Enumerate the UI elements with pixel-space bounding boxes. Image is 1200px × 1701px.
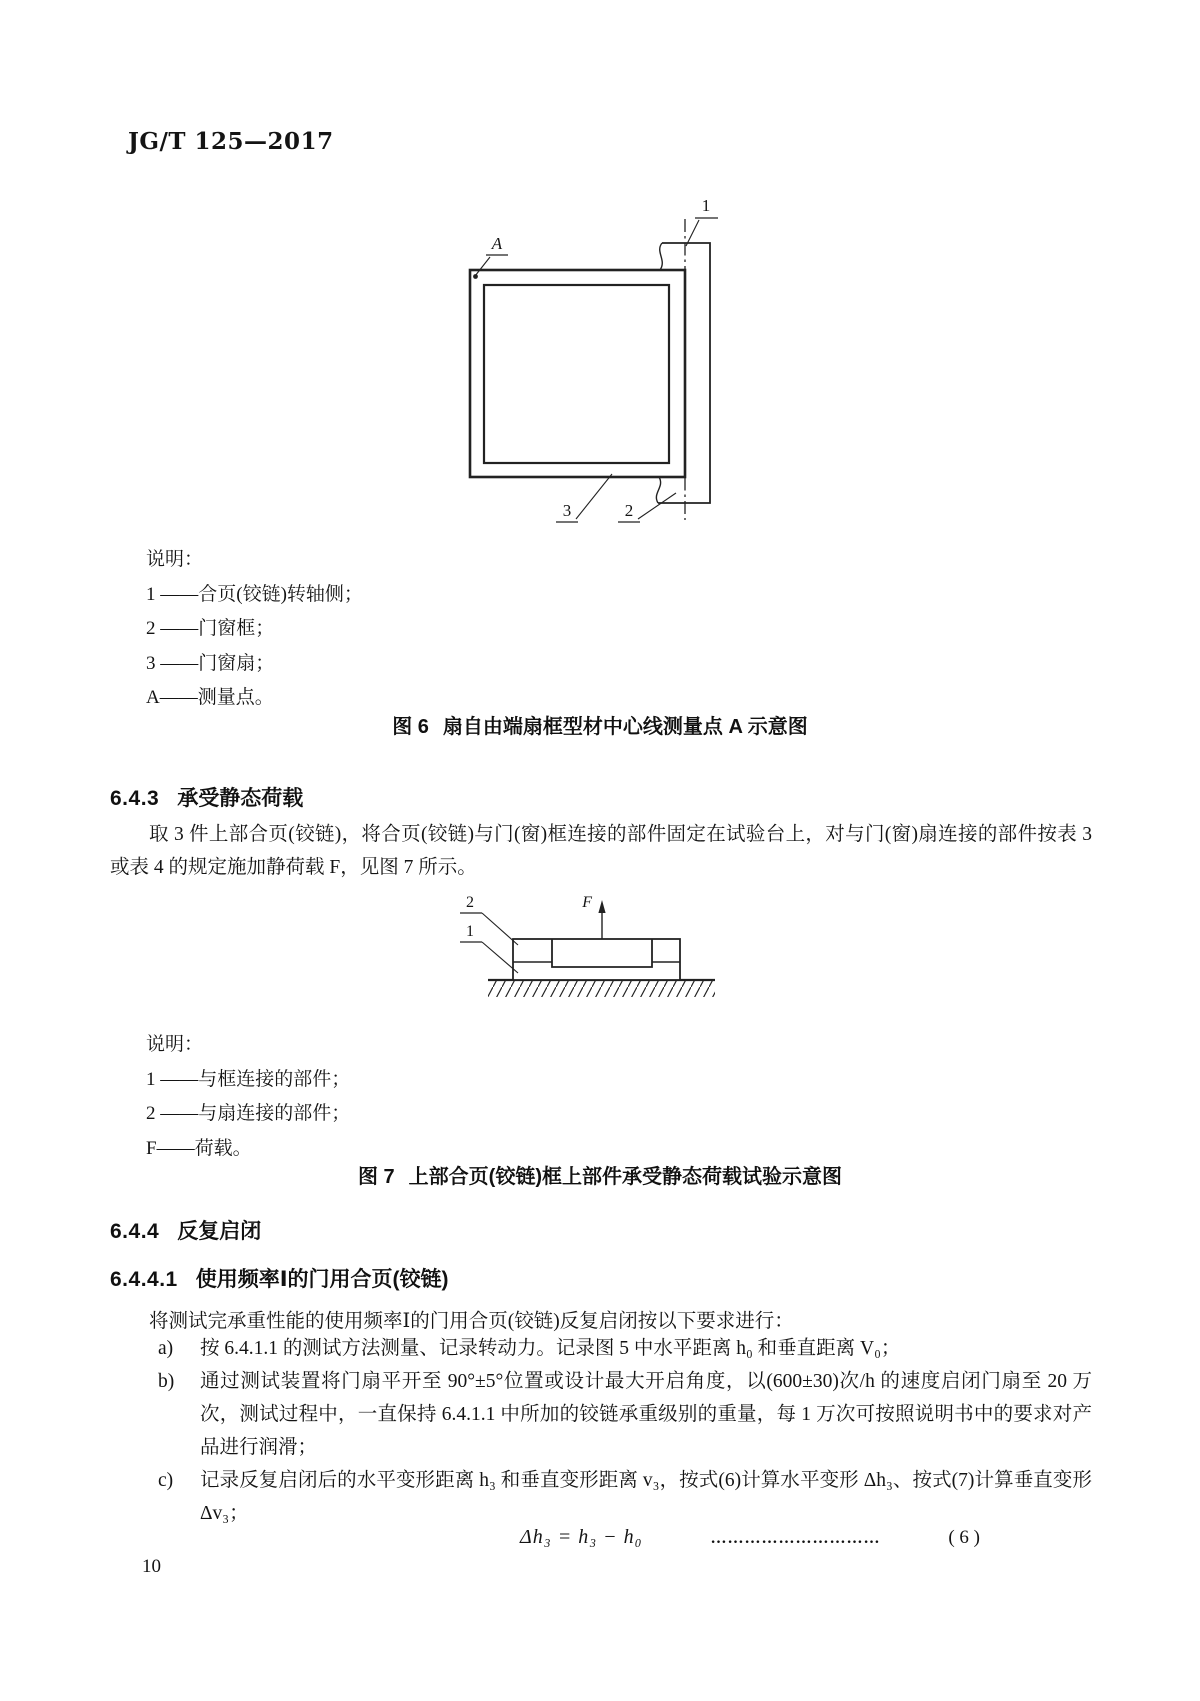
paragraph-6-4-4-1-intro: 将测试完承重性能的使用频率Ⅰ的门用合页(铰链)反复启闭按以下要求进行： bbox=[149, 1311, 794, 1332]
figure6-legend-item: A——测量点。 bbox=[146, 687, 274, 708]
figure7-legend-item: 2 ——与扇连接的部件； bbox=[146, 1103, 351, 1124]
figure7-legend-item: F——荷载。 bbox=[146, 1137, 252, 1159]
heading-6-4-4-number: 6.4.4 bbox=[110, 1220, 160, 1243]
figure6-label-A: A bbox=[491, 234, 503, 253]
requirement-list bbox=[158, 1332, 1092, 1530]
figure7-legend bbox=[146, 1028, 350, 1166]
list-item-a-text: 按 6.4.1.1 的测试方法测量、记录转动力。记录图 5 中水平距离 h₀ 和垂直距离 V₀； bbox=[200, 1338, 901, 1359]
sash-outer-rect bbox=[470, 270, 685, 477]
figure6-legend-item: 3 ——门窗扇； bbox=[146, 652, 275, 674]
figure7-diagram bbox=[430, 885, 730, 1010]
document-code: JG/T 125—2017 bbox=[128, 128, 334, 155]
heading-6-4-4-1 bbox=[110, 1263, 449, 1293]
frame-break-squiggle-bottom bbox=[656, 477, 660, 503]
figure6-legend-item: 1 ——合页(铰链)转轴侧； bbox=[146, 583, 363, 605]
figure6-caption-text: 扇自由端扇框型材中心线测量点 A 示意图 bbox=[442, 716, 808, 738]
figure6-caption bbox=[0, 710, 1200, 739]
list-item-b-text: 通过测试装置将门扇平开至 90°±5°位置或设计最大开启角度，以(600±30)次/h 的速度启闭门扇至 20 万次，测试过程中，一直保持 6.4.1.1 中所加的铰链承重级别的重量，每 1 万次可按照说明书中的要求对产品进行润滑； bbox=[200, 1371, 1092, 1458]
figure6-legend-item: 2 ——门窗框； bbox=[146, 618, 275, 639]
figure7-legend-item: 1 ——与框连接的部件； bbox=[146, 1068, 351, 1090]
list-item-b-marker: b) bbox=[158, 1371, 175, 1392]
heading-6-4-4-1-number: 6.4.4.1 bbox=[110, 1268, 178, 1291]
figure6-label-3: 3 bbox=[562, 501, 572, 520]
figure6-label-3-leader bbox=[576, 474, 612, 519]
figure7-caption-text: 上部合页(铰链)框上部件承受静态荷载试验示意图 bbox=[408, 1166, 842, 1188]
equation-6 bbox=[520, 1526, 980, 1549]
page-number: 10 bbox=[142, 1556, 161, 1577]
figure7-label-1: 1 bbox=[466, 923, 474, 940]
load-arrow-head bbox=[598, 900, 605, 913]
list-item-c-marker: c) bbox=[158, 1470, 174, 1491]
list-item-a-marker: a) bbox=[158, 1338, 174, 1359]
hinge-body-outline bbox=[513, 939, 680, 980]
list-item-c-text: 记录反复启闭后的水平变形距离 h₃ 和垂直变形距离 v₃，按式(6)计算水平变形 Δh₃、按式(7)计算垂直变形 Δv₃； bbox=[200, 1470, 1092, 1524]
list-item-a bbox=[158, 1332, 1092, 1365]
heading-6-4-3-title: 承受静态荷载 bbox=[177, 787, 304, 810]
figure7-legend-title: 说明： bbox=[146, 1034, 204, 1055]
figure6-legend bbox=[146, 543, 363, 716]
list-item-b bbox=[158, 1365, 1092, 1464]
list-item-c bbox=[158, 1464, 1092, 1530]
equation-6-dotted-leader: ………………………… bbox=[710, 1530, 881, 1547]
figure7-label-2-leader bbox=[482, 913, 518, 945]
figure6-caption-number: 图 6 bbox=[392, 716, 429, 738]
measurement-point-A-dot bbox=[473, 274, 478, 279]
heading-6-4-4-title: 反复启闭 bbox=[177, 1220, 262, 1243]
heading-6-4-3-number: 6.4.3 bbox=[110, 787, 160, 810]
figure7-label-2: 2 bbox=[466, 894, 474, 911]
figure6-label-2: 2 bbox=[624, 501, 634, 520]
equation-6-expression: Δh₃ = h₃ − h₀ bbox=[520, 1526, 643, 1548]
figure6-legend-title: 说明： bbox=[146, 549, 204, 570]
figure7-caption-number: 图 7 bbox=[357, 1166, 395, 1188]
paragraph-6-4-3: 取 3 件上部合页(铰链)，将合页(铰链)与门(窗)框连接的部件固定在试验台上，对与门(窗)扇连接的部件按表 3 或表 4 的规定施加静荷载 F，见图 7 所示。 bbox=[110, 824, 1092, 878]
figure7-caption bbox=[0, 1160, 1200, 1189]
heading-6-4-4 bbox=[110, 1215, 261, 1245]
figure6-label-1: 1 bbox=[701, 196, 711, 215]
heading-6-4-3 bbox=[110, 782, 303, 812]
figure6-diagram bbox=[400, 175, 730, 525]
heading-6-4-4-1-title: 使用频率Ⅰ的门用合页(铰链) bbox=[195, 1268, 449, 1291]
test-bench-hatching bbox=[488, 980, 715, 997]
figure7-label-F: F bbox=[582, 894, 592, 911]
equation-6-number: ( 6 ) bbox=[948, 1527, 980, 1548]
frame-break-squiggle-top bbox=[660, 243, 663, 270]
